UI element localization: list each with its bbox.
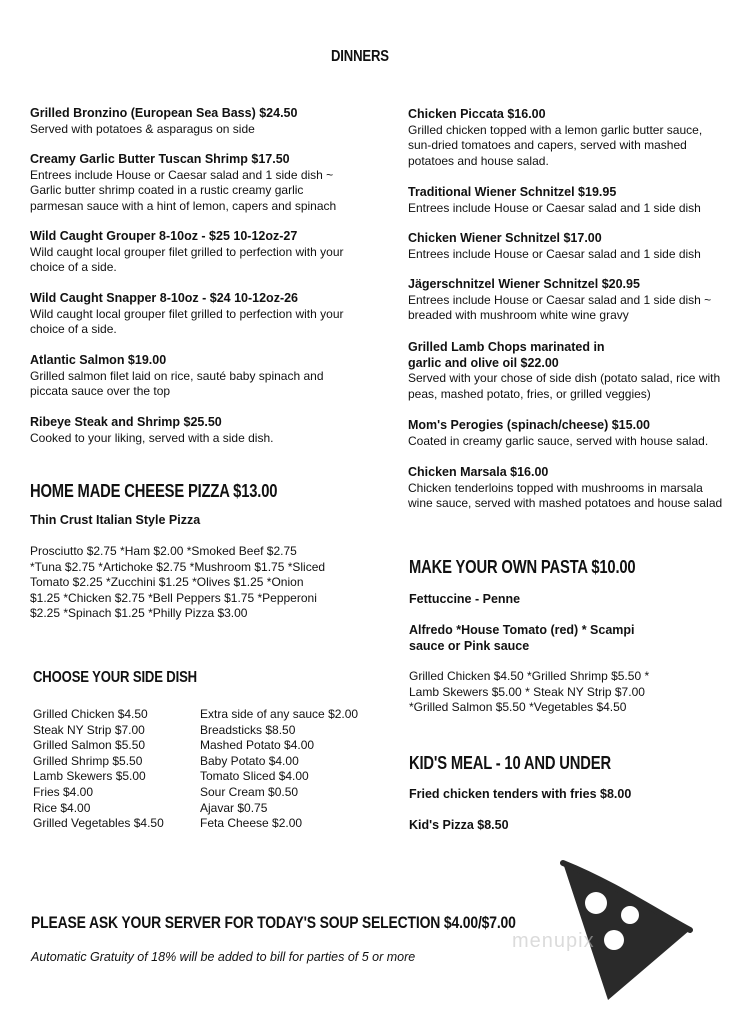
side-dish-item: Grilled Chicken $4.50: [33, 707, 148, 721]
kids-item: Fried chicken tenders with fries $8.00: [409, 787, 632, 801]
side-dish-item: Breadsticks $8.50: [200, 722, 296, 737]
side-dish-item: Fries $4.00: [33, 784, 94, 799]
side-dish-item: Feta Cheese $2.00: [200, 816, 303, 831]
item-desc: Coated in creamy garlic sauce, served with house salad.: [408, 433, 709, 448]
menu-item: [30, 353, 330, 400]
side-dish-title: CHOOSE YOUR SIDE DISH: [33, 669, 197, 686]
menu-item: [408, 418, 728, 449]
item-desc: Served with potatoes & asparagus on side: [30, 121, 255, 136]
side-dish-item: Grilled Shrimp $5.50: [33, 753, 143, 768]
menu-item: [30, 152, 340, 214]
item-desc: Wild caught local grouper filet grilled to perfection with your choice of a side.: [30, 306, 344, 336]
pizza-toppings: Prosciutto $2.75 *Ham $2.00 *Smoked Beef $2.75 *Tuna $2.75 *Artichoke $2.75 *Mushroom $1.75 *Sliced Tomato $2.25 *Zucchini $1.25 *Olives $1.25 *Onion $1.25 *Chicken $2.75 *Bell Peppers $1.75 *Pepperoni $2.25 *Spinach $1.25 *Philly Pizza $3.00: [30, 544, 326, 620]
item-desc: Entrees include House or Caesar salad and 1 side dish: [408, 246, 701, 261]
watermark: menupix: [512, 930, 595, 952]
side-dish-item: Ajavar $0.75: [200, 800, 268, 815]
pizza-subtitle: Thin Crust Italian Style Pizza: [30, 513, 201, 527]
item-name: Jägerschnitzel Wiener Schnitzel $20.95: [408, 277, 640, 291]
side-dish-item: Grilled Vegetables $4.50: [33, 816, 164, 831]
side-dish-item: Baby Potato $4.00: [200, 753, 299, 768]
kids-section-title: KID'S MEAL - 10 AND UNDER: [409, 753, 611, 773]
kids-item: Kid's Pizza $8.50: [409, 818, 509, 832]
menu-item: [408, 340, 723, 402]
pasta-section-title: MAKE YOUR OWN PASTA $10.00: [409, 557, 636, 577]
side-dish-item: Grilled Salmon $5.50: [33, 738, 146, 753]
side-dish-item: Rice $4.00: [33, 800, 91, 815]
item-desc: Chicken tenderloins topped with mushrooms in marsala wine sauce, served with mashed potatoes and house salad: [408, 480, 723, 510]
item-name: Chicken Piccata $16.00: [408, 107, 546, 121]
soup-notice: PLEASE ASK YOUR SERVER FOR TODAY'S SOUP SELECTION $4.00/$7.00: [31, 913, 516, 932]
item-desc: Entrees include House or Caesar salad and 1 side dish: [408, 200, 701, 215]
item-desc: Entrees include House or Caesar salad and 1 side dish ~ breaded with mushroom white wine gravy: [408, 292, 712, 322]
menu-item: [30, 106, 360, 137]
menu-item: [408, 185, 728, 216]
item-name: Wild Caught Snapper 8-10oz - $24 10-12oz-26: [30, 291, 299, 305]
menu-item: [30, 291, 345, 338]
item-name: Grilled Lamb Chops marinated in garlic and olive oil $22.00: [408, 340, 605, 370]
item-name: Chicken Wiener Schnitzel $17.00: [408, 231, 602, 245]
item-name: Grilled Bronzino (European Sea Bass) $24.50: [30, 106, 298, 120]
pasta-addons: Grilled Chicken $4.50 *Grilled Shrimp $5.50 * Lamb Skewers $5.00 * Steak NY Strip $7.00 *Grilled Salmon $5.50 *Vegetables $4.50: [409, 669, 650, 714]
item-desc: Grilled chicken topped with a lemon garlic butter sauce, sun-dried tomatoes and capers, served with mashed potatoes and house salad.: [408, 122, 703, 168]
item-desc: Served with your chose of side dish (potato salad, rice with peas, mashed potato, fries, or grilled veggies): [408, 371, 721, 401]
page-title: DINNERS: [331, 48, 389, 65]
item-desc: Grilled salmon filet laid on rice, sauté baby spinach and piccata sauce over the top: [30, 368, 324, 398]
side-dish-item: Mashed Potato $4.00: [200, 738, 315, 753]
side-dish-item: Extra side of any sauce $2.00: [200, 707, 359, 721]
item-desc: Entrees include House or Caesar salad and 1 side dish ~ Garlic butter shrimp coated in a rustic creamy garlic parmesan sauce with a hint of lemon, capers and spinach: [30, 167, 337, 213]
menu-item: [408, 465, 728, 512]
pizza-section-title: HOME MADE CHEESE PIZZA $13.00: [30, 481, 278, 501]
pasta-sauces: Alfredo *House Tomato (red) * Scampi sauce or Pink sauce: [409, 623, 635, 653]
gratuity-note: Automatic Gratuity of 18% will be added to bill for parties of 5 or more: [31, 950, 416, 964]
item-name: Atlantic Salmon $19.00: [30, 353, 167, 367]
item-desc: Cooked to your liking, served with a side dish.: [30, 430, 274, 445]
item-name: Wild Caught Grouper 8-10oz - $25 10-12oz-27: [30, 229, 298, 243]
side-dish-list-1: [33, 707, 198, 832]
item-name: Creamy Garlic Butter Tuscan Shrimp $17.50: [30, 152, 290, 166]
menu-item: [408, 277, 728, 324]
side-dish-item: Lamb Skewers $5.00: [33, 769, 146, 784]
item-name: Mom's Perogies (spinach/cheese) $15.00: [408, 418, 650, 432]
item-name: Chicken Marsala $16.00: [408, 465, 549, 479]
item-name: Ribeye Steak and Shrimp $25.50: [30, 415, 222, 429]
item-desc: Wild caught local grouper filet grilled to perfection with your choice of a side.: [30, 244, 344, 274]
menu-item: [408, 231, 728, 262]
side-dish-list-2: [200, 707, 390, 832]
menu-item: [408, 107, 723, 169]
menu-item: [30, 415, 350, 446]
side-dish-item: Tomato Sliced $4.00: [200, 769, 309, 784]
side-dish-item: Steak NY Strip $7.00: [33, 722, 145, 737]
menu-item: [30, 229, 345, 276]
side-dish-item: Sour Cream $0.50: [200, 784, 299, 799]
item-name: Traditional Wiener Schnitzel $19.95: [408, 185, 617, 199]
pasta-types: Fettuccine - Penne: [409, 592, 521, 606]
